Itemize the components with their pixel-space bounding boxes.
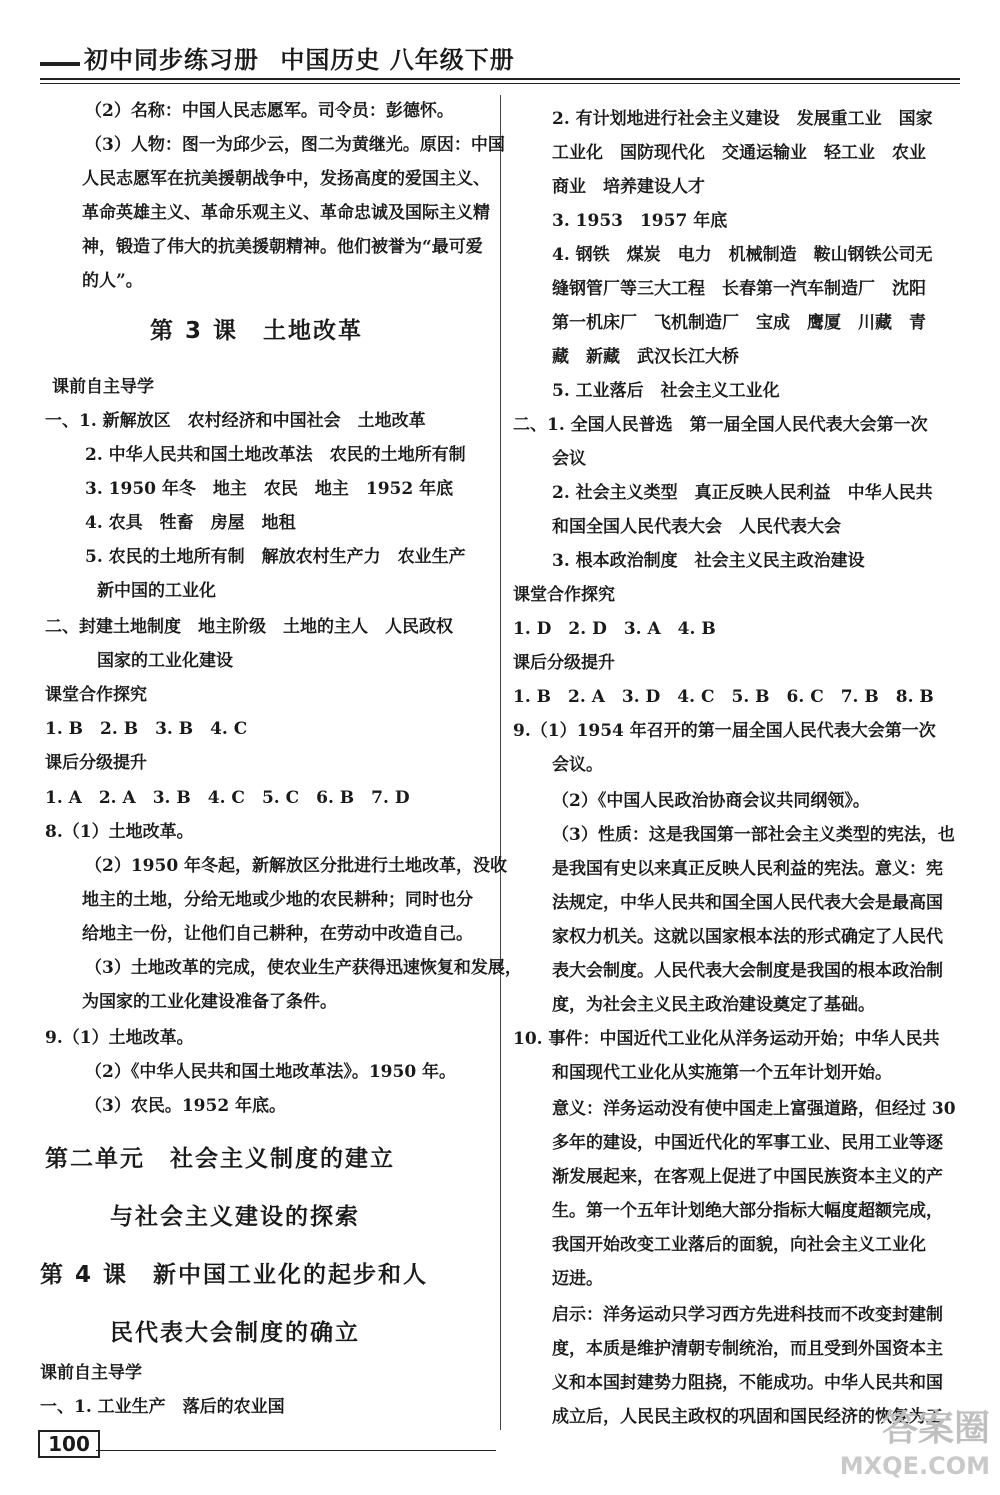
answer-line: 神，锻造了伟大的抗美援朝精神。他们被誉为“最可爱 — [82, 237, 483, 257]
answer-line: 5. 农民的土地所有制 解放农村生产力 农业生产 — [85, 547, 466, 567]
answer-line: 商业 培养建设人才 — [552, 177, 705, 197]
answer-line: （2）《中国人民政治协商会议共同纲领》。 — [552, 791, 870, 811]
answer-line: 5. 工业落后 社会主义工业化 — [552, 381, 780, 401]
answer-line: 义和本国封建势力阻挠，不能成功。中华人民共和国 — [552, 1373, 943, 1393]
answer-line: 人民志愿军在抗美援朝战争中，发扬高度的爱国主义、 — [82, 169, 490, 189]
section-heading: 课堂合作探究 — [513, 585, 615, 605]
answer-line: 和国现代工业化从实施第一个五年计划开始。 — [552, 1063, 892, 1083]
answer-line: 9.（1）土地改革。 — [45, 1028, 194, 1048]
answer-line: 1. B 2. A 3. D 4. C 5. B 6. C 7. B 8. B — [513, 687, 934, 707]
answer-line: 4. 农具 牲畜 房屋 地租 — [85, 513, 296, 533]
answer-line: 和国全国人民代表大会 人民代表大会 — [552, 517, 841, 537]
footer-rule — [96, 1450, 496, 1451]
book-title — [84, 40, 515, 75]
answer-line: 的人”。 — [82, 271, 143, 291]
book-title-text: 初中同步练习册 — [84, 45, 259, 74]
answer-line: 1. B 2. B 3. B 4. C — [45, 719, 248, 739]
answer-line: 藏 新藏 武汉长江大桥 — [552, 347, 739, 367]
answer-line: 革命英雄主义、革命乐观主义、革命忠诚及国际主义精 — [82, 203, 490, 223]
answer-line: 国家的工业化建设 — [97, 651, 233, 671]
answer-line: 地主的土地，分给无地或少地的农民耕种；同时也分 — [82, 890, 473, 910]
answer-line: 3. 1950 年冬 地主 农民 地主 1952 年底 — [85, 479, 454, 499]
answer-line: 2. 社会主义类型 真正反映人民利益 中华人民共 — [552, 483, 933, 503]
answer-line: 2. 中华人民共和国土地改革法 农民的土地所有制 — [85, 445, 466, 465]
answer-line: 工业化 国防现代化 交通运输业 轻工业 农业 — [552, 143, 926, 163]
answer-line: 缝钢管厂等三大工程 长春第一汽车制造厂 沈阳 — [552, 279, 926, 299]
answer-line: 二、封建土地制度 地主阶级 土地的主人 人民政权 — [45, 617, 453, 637]
answer-line: 10. 事件：中国近代工业化从洋务运动开始；中华人民共 — [513, 1029, 940, 1049]
answer-line: （3）农民。1952 年底。 — [85, 1096, 287, 1116]
watermark-url: MXQE.COM — [839, 1452, 990, 1480]
answer-line: 成立后，人民民主政权的巩固和国民经济的恢复为工 — [552, 1407, 943, 1427]
section-heading: 课堂合作探究 — [45, 685, 147, 705]
answer-line: 4. 钢铁 煤炭 电力 机械制造 鞍山钢铁公司无 — [552, 245, 933, 265]
answer-line: 新中国的工业化 — [97, 581, 216, 601]
answer-line: 度，本质是维护清朝专制统治，而且受到外国资本主 — [552, 1339, 943, 1359]
lesson-heading: 第二单元 社会主义制度的建立 — [45, 1146, 395, 1172]
lesson-heading: 第 4 课 新中国工业化的起步和人 — [40, 1262, 429, 1288]
answer-line: 度，为社会主义民主政治建设奠定了基础。 — [552, 995, 875, 1015]
lesson-heading: 民代表大会制度的确立 — [110, 1320, 360, 1346]
answer-line: 给地主一份，让他们自己耕种，在劳动中改造自己。 — [82, 924, 473, 944]
answer-line: 会议。 — [552, 755, 603, 775]
book-subtitle: 中国历史 八年级下册 — [280, 45, 515, 74]
answer-line: （2）名称：中国人民志愿军。司令员：彭德怀。 — [85, 101, 454, 121]
header-rule-thin — [40, 83, 960, 84]
answer-line: 3. 根本政治制度 社会主义民主政治建设 — [552, 551, 865, 571]
answer-line: 家权力机关。这就以国家根本法的形式确定了人民代 — [552, 927, 943, 947]
answer-line: 1. A 2. A 3. B 4. C 5. C 6. B 7. D — [45, 788, 410, 808]
answer-line: 会议 — [552, 449, 586, 469]
answer-line: 启示：洋务运动只学习西方先进科技而不改变封建制 — [552, 1305, 943, 1325]
answer-line: 表大会制度。人民代表大会制度是我国的根本政治制 — [552, 961, 943, 981]
lesson-heading: 与社会主义建设的探索 — [110, 1204, 360, 1230]
answer-line: 3. 1953 1957 年底 — [552, 211, 728, 231]
answer-line: （3）土地改革的完成，使农业生产获得迅速恢复和发展， — [85, 958, 522, 978]
answer-line: 一、1. 工业生产 落后的农业国 — [40, 1397, 285, 1417]
header-rule — [40, 78, 960, 80]
answer-line: 迈进。 — [552, 1269, 603, 1289]
answer-line: （2）《中华人民共和国土地改革法》。1950 年。 — [85, 1062, 457, 1082]
section-heading: 课前自主导学 — [40, 1363, 142, 1383]
answer-line: 生。第一个五年计划绝大部分指标大幅度超额完成， — [552, 1201, 943, 1221]
column-divider — [500, 95, 501, 1430]
answer-line: 为国家的工业化建设准备了条件。 — [82, 992, 337, 1012]
section-heading: 课后分级提升 — [45, 753, 147, 773]
page-number: 100 — [38, 1430, 100, 1458]
lesson-heading: 第 3 课 土地改革 — [150, 318, 364, 344]
answer-line: （3）性质：这是我国第一部社会主义类型的宪法，也 — [552, 825, 955, 845]
answer-line: 2. 有计划地进行社会主义建设 发展重工业 国家 — [552, 109, 933, 129]
answer-line: 二、1. 全国人民普选 第一届全国人民代表大会第一次 — [513, 415, 928, 435]
answer-line: 多年的建设，中国近代化的军事工业、民用工业等逐 — [552, 1133, 943, 1153]
answer-line: 第一机床厂 飞机制造厂 宝成 鹰厦 川藏 青 — [552, 313, 926, 333]
answer-line: 渐发展起来，在客观上促进了中国民族资本主义的产 — [552, 1167, 943, 1187]
answer-line: 是我国有史以来真正反映人民利益的宪法。意义：宪 — [552, 859, 943, 879]
page-header — [40, 40, 960, 90]
answer-line: 9.（1）1954 年召开的第一届全国人民代表大会第一次 — [513, 721, 936, 741]
answer-line: 1. D 2. D 3. A 4. B — [513, 619, 716, 639]
watermark — [820, 1400, 990, 1490]
section-heading: 课前自主导学 — [52, 377, 154, 397]
answer-line: （2）1950 年冬起，新解放区分批进行土地改革，没收 — [85, 856, 508, 876]
answer-line: 法规定，中华人民共和国全国人民代表大会是最高国 — [552, 893, 943, 913]
answer-line: 8.（1）土地改革。 — [45, 822, 194, 842]
section-heading: 课后分级提升 — [513, 653, 615, 673]
answer-line: 一、1. 新解放区 农村经济和中国社会 土地改革 — [45, 411, 426, 431]
watermark-logo-text: 答案圈 — [881, 1408, 990, 1449]
answer-line: （3）人物：图一为邱少云，图二为黄继光。原因：中国 — [85, 135, 505, 155]
answer-line: 我国开始改变工业落后的面貌，向社会主义工业化 — [552, 1235, 926, 1255]
header-decoration — [40, 62, 80, 66]
answer-line: 意义：洋务运动没有使中国走上富强道路，但经过 30 — [552, 1099, 956, 1119]
